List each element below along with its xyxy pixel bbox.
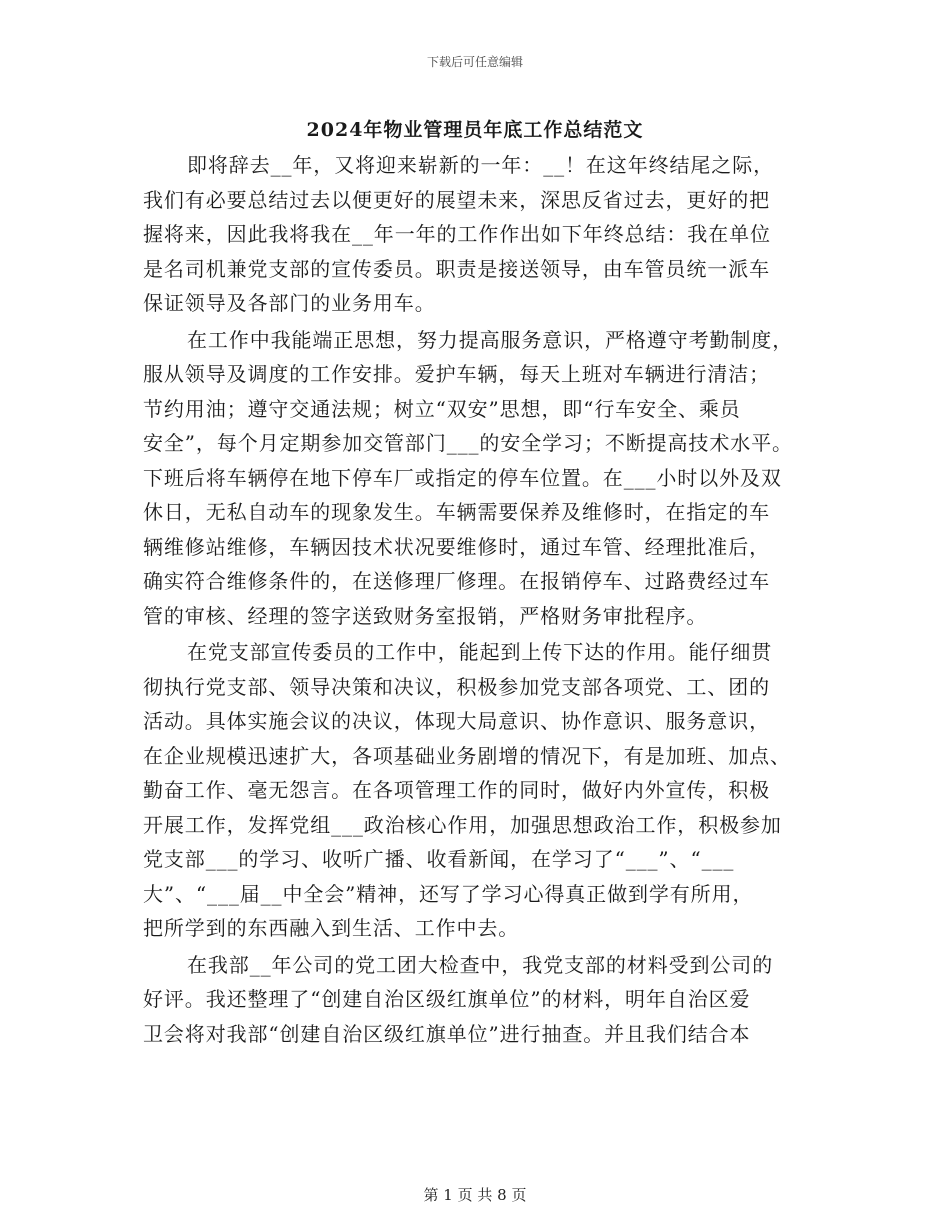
text-line: 在企业规模迅速扩大，各项基础业务剧增的情况下，有是加班、加点、: [143, 743, 791, 768]
text-line: 即将辞去__年，又将迎来崭新的一年：__！在这年终结尾之际，: [187, 153, 774, 177]
text-line: 握将来，因此我将我在__年一年的工作作出如下年终总结：我在单位: [143, 222, 771, 246]
text-line: 党支部___的学习、收听广播、收看新闻，在学习了“___”、“___: [143, 847, 735, 871]
text-line: 是名司机兼党支部的宣传委员。职责是接送领导，由车管员统一派车: [143, 256, 770, 281]
paragraph: [143, 948, 815, 1052]
text-line: 彻执行党支部、领导决策和决议，积极参加党支部各项党、工、团的: [143, 674, 770, 699]
text-line: 管的审核、经理的签字送致财务室报销，严格财务审批程序。: [143, 603, 708, 628]
text-line: 在我部__年公司的党工团大检查中，我党支部的材料受到公司的: [187, 952, 774, 977]
text-line: 辆维修站维修，车辆因技术状况要维修时，通过车管、经理批准后，: [143, 534, 770, 559]
text-line: 下班后将车辆停在地下停车厂或指定的停车位置。在___小时以外及双: [143, 465, 782, 490]
text-line: 在党支部宣传委员的工作中，能起到上传下达的作用。能仔细贯: [187, 640, 773, 664]
text-line: 卫会将对我部“创建自治区级红旗单位”进行抽查。并且我们结合本: [143, 1021, 751, 1046]
text-line: 在工作中我能端正思想，努力提高服务意识，严格遵守考勤制度，: [187, 327, 794, 352]
text-line: 把所学到的东西融入到生活、工作中去。: [143, 916, 520, 940]
text-line: 大”、“___届__中全会”精神，还写了学习心得真正做到学有所用，: [143, 881, 754, 906]
document-title: 2024年物业管理员年底工作总结范文: [306, 119, 644, 141]
text-line: 开展工作，发挥党组___政治核心作用，加强思想政治工作，积极参加: [143, 812, 782, 837]
header-note: 下载后可任意编辑: [426, 55, 523, 69]
paragraph: [143, 635, 815, 946]
text-line: 确实符合维修条件的，在送修理厂修理。在报销停车、过路费经过车: [143, 569, 770, 593]
paragraph: [143, 148, 815, 321]
page-footer: 第 1 页 共 8 页: [423, 1186, 527, 1204]
text-line: 活动。具体实施会议的决议，体现大局意识、协作意识、服务意识，: [143, 709, 770, 733]
document-body: [143, 148, 815, 1053]
text-line: 安全”，每个月定期参加交管部门___的安全学习；不断提高技术水平。: [143, 431, 793, 455]
text-line: 节约用油；遵守交通法规；树立“双安”思想，即“行车安全、乘员: [143, 396, 741, 421]
text-line: 保证领导及各部门的业务用车。: [143, 291, 436, 315]
paragraph: [143, 323, 815, 634]
text-line: 勤奋工作、毫无怨言。在各项管理工作的同时，做好内外宣传，积极: [143, 778, 770, 802]
text-line: 好评。我还整理了“创建自治区级红旗单位”的材料，明年自治区爱: [143, 987, 751, 1011]
text-line: 我们有必要总结过去以便更好的展望未来，深思反省过去，更好的把: [143, 187, 770, 212]
text-line: 休日，无私自动车的现象发生。车辆需要保养及维修时，在指定的车: [143, 500, 770, 524]
text-line: 服从领导及调度的工作安排。爱护车辆，每天上班对车辆进行清洁；: [143, 362, 770, 386]
